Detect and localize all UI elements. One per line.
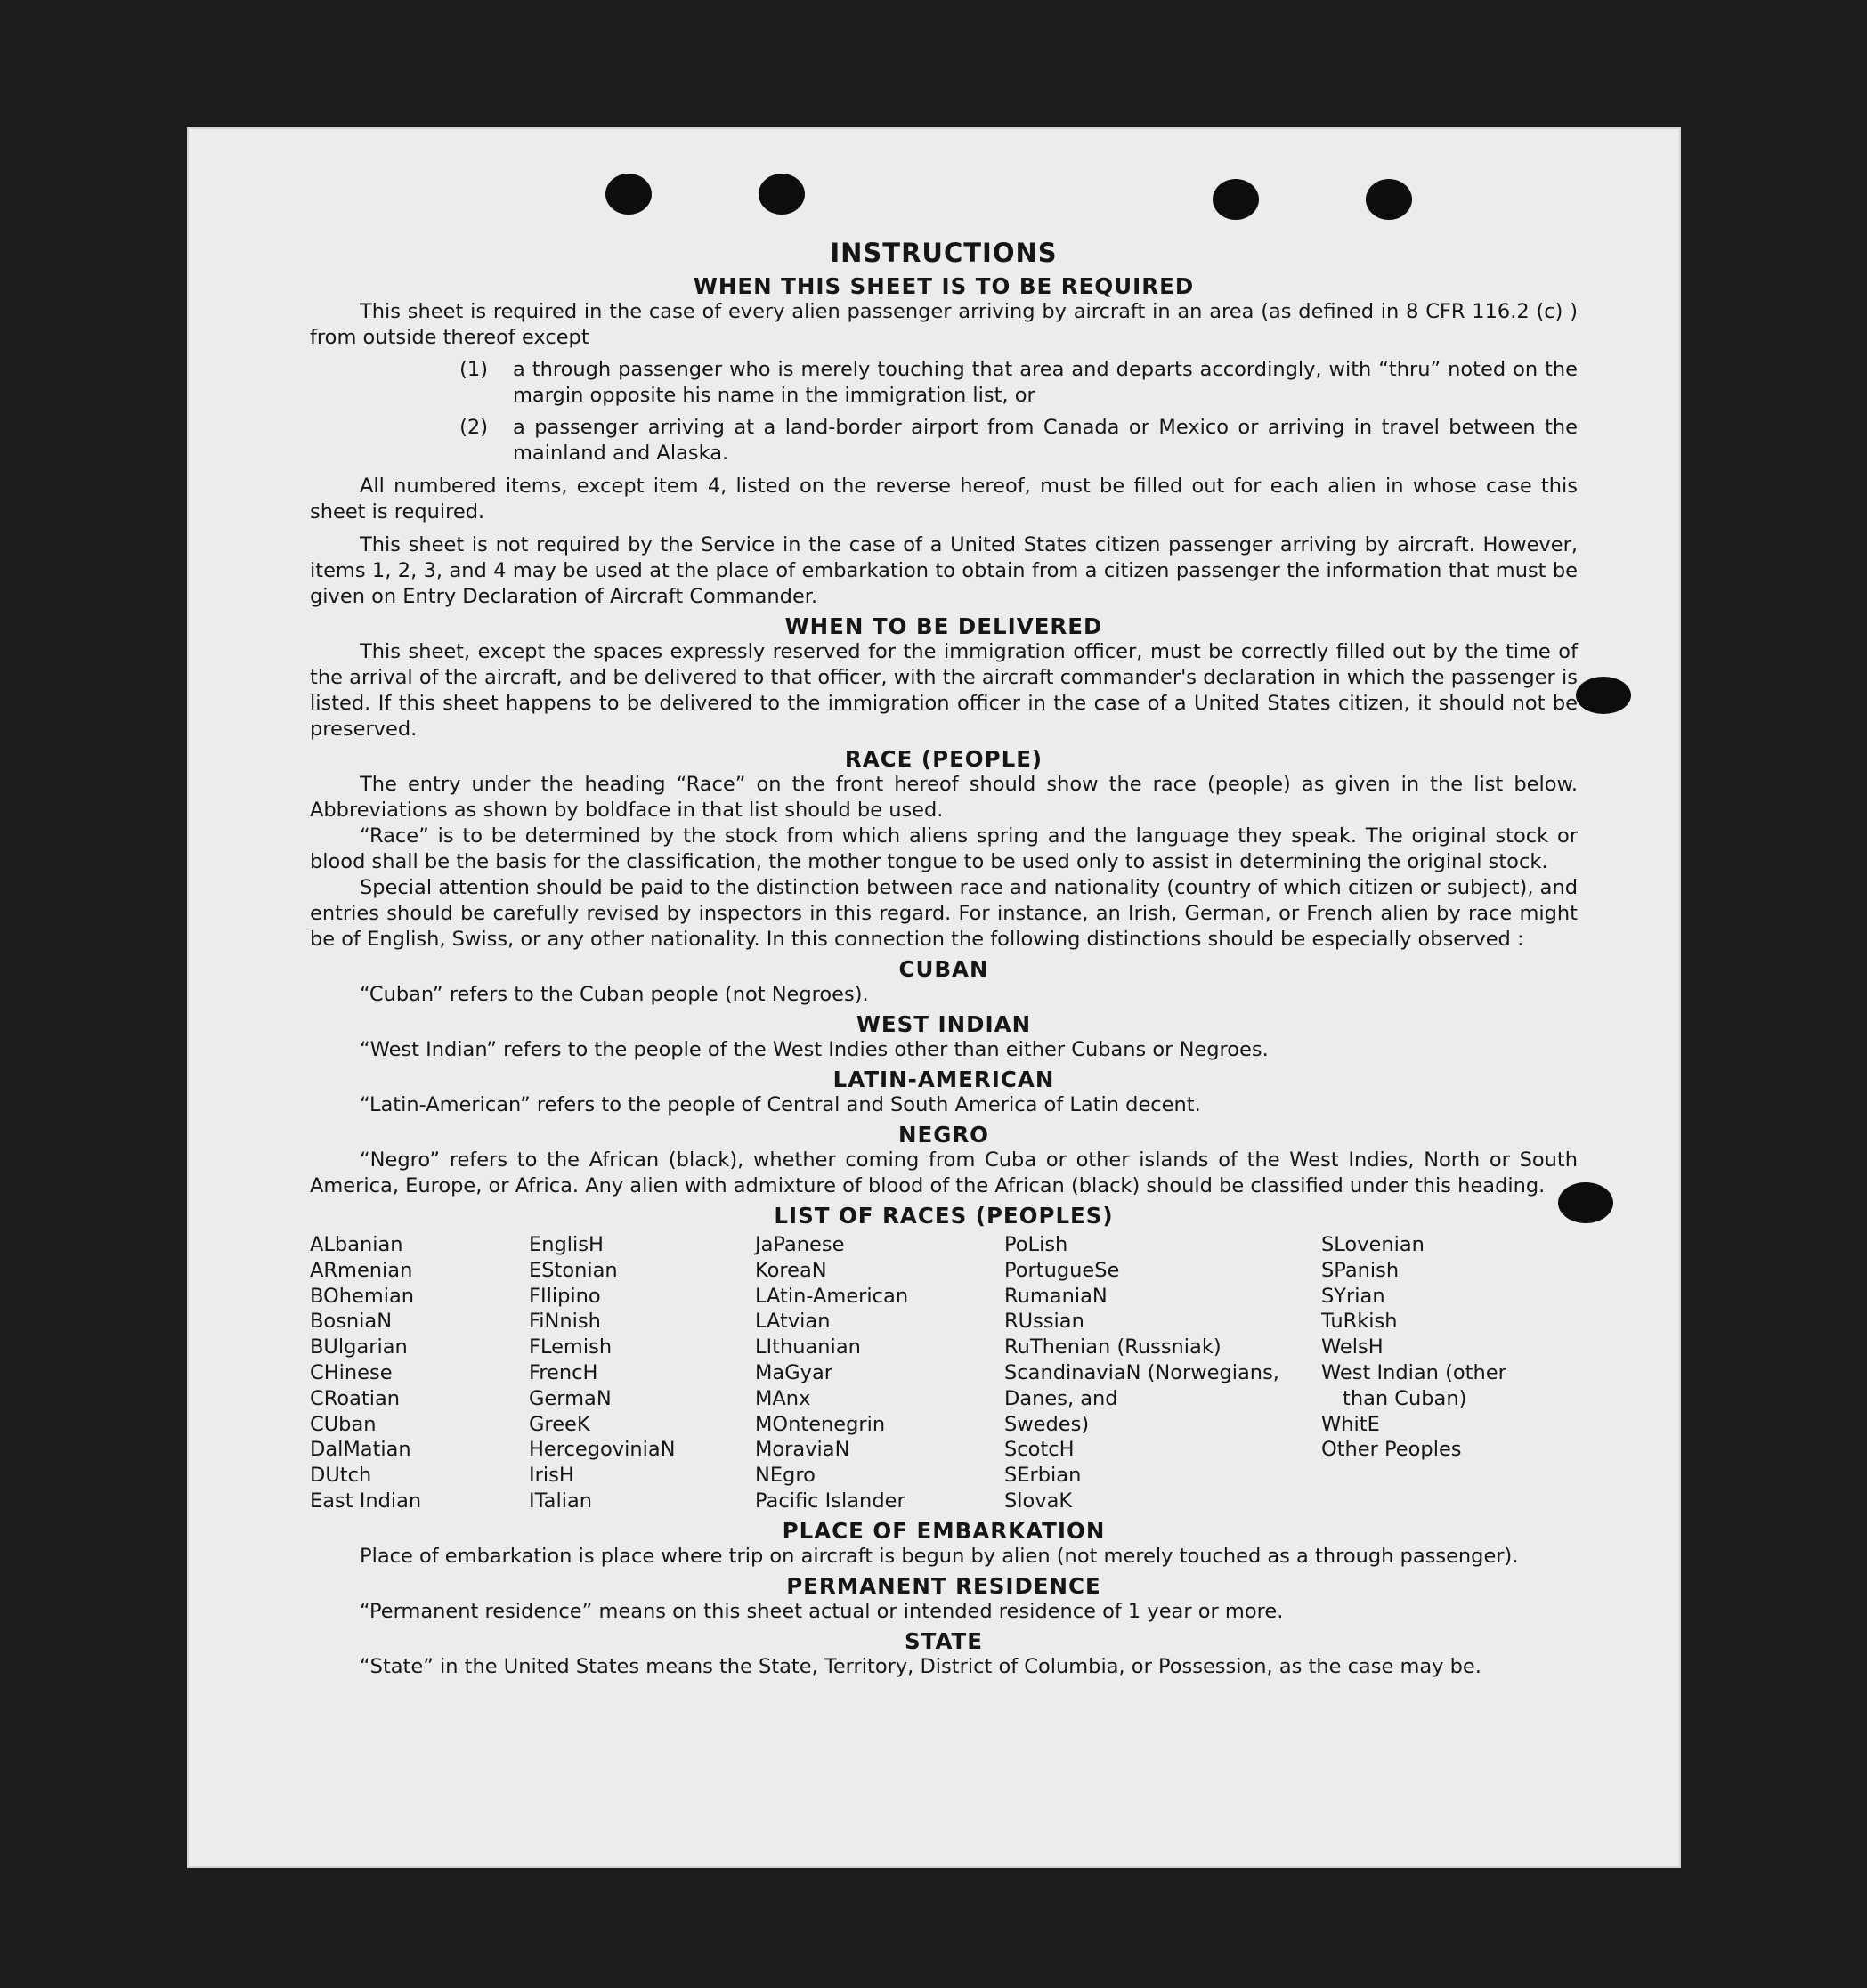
race-entry: GermaN <box>529 1386 612 1410</box>
race-entry: EStonian <box>529 1258 618 1282</box>
punch-hole <box>605 174 652 215</box>
race-entry: than Cuban) <box>1343 1386 1467 1410</box>
paragraph-numbered-items: All numbered items, except item 4, listed on the reverse hereof, must be filled out for each alien in whose case this sheet is required. <box>310 475 1578 523</box>
race-entry: FLemish <box>529 1335 613 1359</box>
race-entry: BUlgarian <box>310 1335 408 1359</box>
race-entry: DUtch <box>310 1464 372 1488</box>
race-entry: FrencH <box>529 1360 598 1384</box>
race-entry: ScandinaviaN (Norwegians, <box>1004 1360 1279 1384</box>
race-entry: ALbanian <box>310 1233 403 1256</box>
race-entry: Other Peoples <box>1321 1438 1462 1462</box>
race-entry: RumaniaN <box>1004 1284 1108 1308</box>
section-heading-embarkation: PLACE OF EMBARKATION <box>782 1517 1106 1544</box>
exception-item <box>310 357 1578 409</box>
race-entry: KoreaN <box>755 1258 827 1282</box>
race-entry: EnglisH <box>529 1233 604 1256</box>
race-entry: MOntenegrin <box>755 1412 886 1436</box>
races-list <box>310 1232 1578 1514</box>
section-heading-list-of-races: LIST OF RACES (PEOPLES) <box>774 1203 1114 1229</box>
race-entry: GreeK <box>529 1412 590 1436</box>
section-heading-when-delivered: WHEN TO BE DELIVERED <box>784 613 1103 639</box>
punch-hole <box>1213 179 1259 220</box>
race-entry: ITalian <box>529 1489 592 1513</box>
exception-number: (2) <box>459 416 488 439</box>
punch-hole <box>759 174 805 215</box>
paragraph-race-3: Special attention should be paid to the distinction between race and nationality (country of which citizen or subject), and entries should be carefully revised by inspectors in this regard. For instance, an Irish, German, or French alien by race might be of English, Swiss, or any other nationality. In this connection the following distinctions should be especially observed : <box>310 876 1578 951</box>
race-entry: DalMatian <box>310 1438 411 1462</box>
race-entry: MoraviaN <box>755 1438 850 1462</box>
race-entry: RUssian <box>1004 1310 1084 1334</box>
race-entry: CRoatian <box>310 1386 401 1410</box>
exception-number: (1) <box>459 358 488 381</box>
instructions-content <box>310 240 1578 1680</box>
paragraph-citizen: This sheet is not required by the Service in the case of a United States citizen passenger arriving by aircraft. However, items 1, 2, 3, and 4 may be used at the place of embarkation to obtain from a citizen passenger the information that must be given on Entry Declaration of Aircraft Commander. <box>310 533 1578 608</box>
race-entry: CUban <box>310 1412 377 1436</box>
races-column <box>755 1232 1004 1514</box>
race-entry: CHinese <box>310 1360 393 1384</box>
race-entry: MAnx <box>755 1386 811 1410</box>
race-entry: JaPanese <box>755 1233 845 1256</box>
paragraph-delivered: This sheet, except the spaces expressly reserved for the immigration officer, must be correctly filled out by the time of the arrival of the aircraft, and be delivered to that officer, with the aircraft commander's declaration in which the passenger is listed. If this sheet happens to be delivered to the immigration officer in the case of a United States citizen, it should not be preserved. <box>310 640 1578 741</box>
race-entry: Pacific Islander <box>755 1489 905 1513</box>
race-entry: Danes, and <box>1004 1386 1118 1410</box>
race-entry: WhitE <box>1321 1412 1380 1436</box>
race-entry: LAtin-American <box>755 1284 909 1308</box>
race-entry: NEgro <box>755 1464 816 1488</box>
paragraph-race-1: The entry under the heading “Race” on the front hereof should show the race (people) as given in the list below. Abbreviations as shown by boldface in that list should be used. <box>310 773 1578 822</box>
section-heading-negro: NEGRO <box>897 1122 990 1148</box>
races-column <box>1321 1232 1578 1514</box>
races-column <box>310 1232 529 1514</box>
race-entry: TuRkish <box>1321 1310 1398 1334</box>
race-entry: WelsH <box>1321 1335 1384 1359</box>
race-entry: HercegoviniaN <box>529 1438 676 1462</box>
paragraph-residence: “Permanent residence” means on this sheet actual or intended residence of 1 year or more. <box>360 1599 1284 1623</box>
race-entry: PoLish <box>1004 1233 1068 1256</box>
page-title: INSTRUCTIONS <box>830 238 1058 268</box>
race-entry: SYrian <box>1321 1284 1385 1308</box>
exception-item <box>310 415 1578 467</box>
race-entry: PortugueSe <box>1004 1258 1120 1282</box>
race-entry: LIthuanian <box>755 1335 861 1359</box>
race-entry: Swedes) <box>1004 1412 1090 1436</box>
race-entry: East Indian <box>310 1489 422 1513</box>
race-entry: SErbian <box>1004 1464 1082 1488</box>
section-heading-west-indian: WEST INDIAN <box>856 1011 1032 1037</box>
section-heading-state: STATE <box>905 1627 983 1654</box>
race-entry: LAtvian <box>755 1310 831 1334</box>
races-column <box>529 1232 755 1514</box>
race-entry: IrisH <box>529 1464 574 1488</box>
exception-text: a passenger arriving at a land-border airport from Canada or Mexico or arriving in travel between the mainland and Alaska. <box>513 416 1578 465</box>
paragraph-cuban: “Cuban” refers to the Cuban people (not Negroes). <box>360 983 869 1006</box>
race-entry: West Indian (other <box>1321 1360 1506 1384</box>
paragraph-negro: “Negro” refers to the African (black), whether coming from Cuba or other islands of the West Indies, North or South America, Europe, or Africa. Any alien with admixture of blood of the African (black) should be classified under this heading. <box>310 1148 1578 1197</box>
race-entry: ARmenian <box>310 1258 413 1282</box>
race-entry: SPanish <box>1321 1258 1400 1282</box>
race-entry: SLovenian <box>1321 1233 1425 1256</box>
race-entry: MaGyar <box>755 1360 832 1384</box>
paragraph-race-2: “Race” is to be determined by the stock from which aliens spring and the language they speak. The original stock or blood shall be the basis for the classification, the mother tongue to be used only to assist in determining the original stock. <box>310 824 1578 873</box>
race-entry: BOhemian <box>310 1284 415 1308</box>
race-entry: ScotcH <box>1004 1438 1075 1462</box>
ink-blot <box>1576 677 1631 714</box>
race-entry: FIlipino <box>529 1284 601 1308</box>
paragraph-state: “State” in the United States means the State, Territory, District of Columbia, or Possession, as the case may be. <box>360 1654 1481 1678</box>
section-heading-race: RACE (PEOPLE) <box>844 746 1043 772</box>
paragraph-latin-american: “Latin-American” refers to the people of Central and South America of Latin decent. <box>360 1093 1201 1116</box>
section-heading-latin-american: LATIN-AMERICAN <box>832 1067 1055 1092</box>
section-heading-cuban: CUBAN <box>898 956 989 982</box>
punch-hole <box>1366 179 1412 220</box>
section-heading-when-required: WHEN THIS SHEET IS TO BE REQUIRED <box>693 273 1195 299</box>
race-entry: BosniaN <box>310 1310 393 1334</box>
race-entry: SlovaK <box>1004 1489 1073 1513</box>
exception-text: a through passenger who is merely touching that area and departs accordingly, with “thru” noted on the margin opposite his name in the immigration list, or <box>513 358 1578 407</box>
paragraph-intro: This sheet is required in the case of every alien passenger arriving by aircraft in an area (as defined in 8 CFR 116.2 (c) ) from outside thereof except <box>310 300 1578 349</box>
paragraph-embarkation: Place of embarkation is place where trip on aircraft is begun by alien (not merely touched as a through passenger). <box>360 1544 1519 1568</box>
paragraph-west-indian: “West Indian” refers to the people of the West Indies other than either Cubans or Negroes. <box>360 1038 1269 1061</box>
section-heading-residence: PERMANENT RESIDENCE <box>786 1572 1101 1599</box>
race-entry: RuThenian (Russniak) <box>1004 1335 1222 1359</box>
race-entry: FiNnish <box>529 1310 601 1334</box>
races-column <box>1004 1232 1321 1514</box>
